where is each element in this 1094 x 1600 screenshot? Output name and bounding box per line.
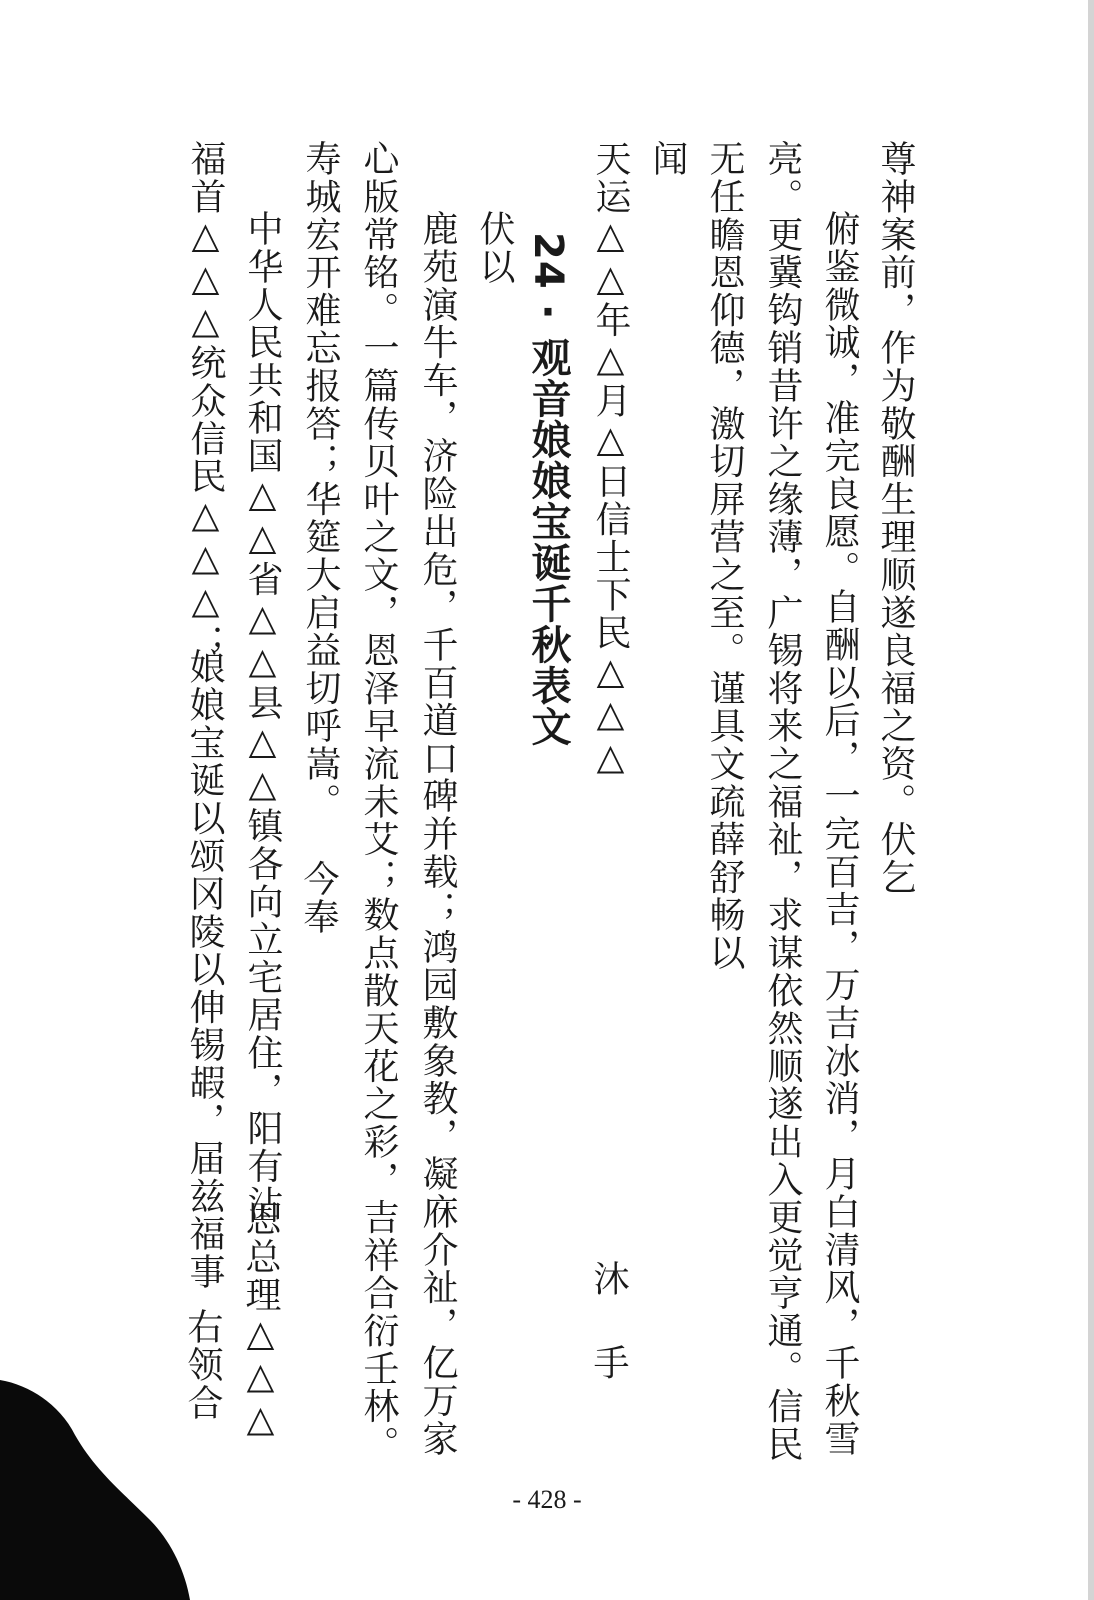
text-column-13: 福首△△△统众信民△△△；	[185, 140, 226, 662]
text-column-10: 心版常铭。一篇传贝叶之文，恩泽早流未艾；数点散天花之彩，吉祥合衍壬林。	[358, 140, 399, 1463]
text-column-1: 尊神案前，作为敬酬生理顺遂良福之资。伏乞	[875, 140, 916, 896]
text-column-11: 寿城宏开难忘报答；华筵大启益切呼嵩。	[300, 140, 341, 821]
section-heading	[525, 232, 571, 747]
page-number: - 428 -	[512, 1485, 582, 1514]
text-column-12: 中华人民共和国△△省△△县△△镇各向立宅居住，阳有沾	[242, 210, 283, 1223]
text-column-5: 闻	[647, 140, 688, 178]
heading-dot: ·	[525, 289, 571, 337]
scan-shadow-blot	[0, 1380, 190, 1600]
text-column-12-tail: 恩总理△△△	[240, 1200, 281, 1442]
heading-title: 观音娘娘宝诞千秋表文	[525, 336, 571, 747]
heading-number: 24	[525, 232, 571, 290]
text-column-13-mid: 娘娘宝诞以颂冈陵以伸锡嘏，届兹福事	[184, 648, 225, 1291]
text-column-6: 天运△△年△月△日信士下民△△△	[590, 140, 631, 780]
text-column-4: 无任瞻恩仰德，激切屏营之至。谨具文疏薛舒畅以	[704, 140, 745, 972]
text-column-8: 伏以	[474, 210, 515, 286]
signature-mushou: 沐手	[588, 1260, 629, 1428]
text-column-3: 亮。更冀钩销昔许之缘薄，广锡将来之福祉，求谋依然顺遂出入更觉亨通。信民	[762, 140, 803, 1463]
text-column-2: 俯鉴微诚，准完良愿。自酬以后，一完百吉，万吉冰消，月白清风，千秋雪	[819, 210, 860, 1458]
text-column-9: 鹿苑演牛车，济险出危，千百道口碑并载；鸿园敷象教，凝庥介祉，亿万家	[417, 210, 458, 1458]
text-column-11-jinfeng: 今奉	[298, 860, 339, 936]
text-column-13-tail: 右领合	[182, 1308, 223, 1422]
scan-edge	[1088, 0, 1094, 1600]
